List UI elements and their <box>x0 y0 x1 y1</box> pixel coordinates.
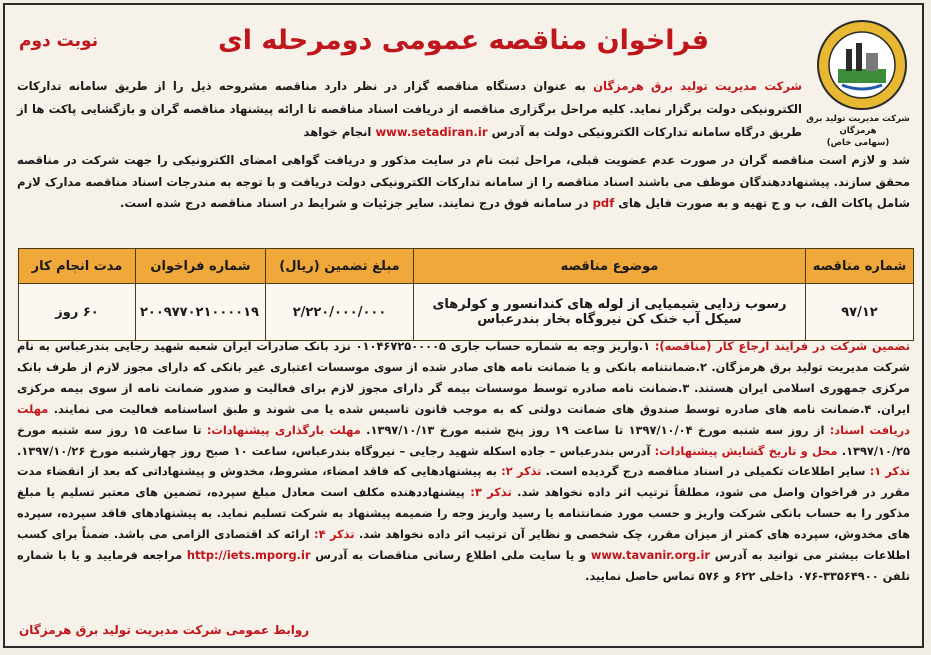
note3-label: تذکر ۳: <box>470 485 512 500</box>
table-header-row <box>19 249 914 284</box>
col-header-guarantee: مبلغ تضمین (ریال) <box>266 249 414 284</box>
intro-text-4: در سامانه فوق درج نمایند. سایر جزئیات و شرایط در اسناد مناقصه درج شده است. <box>120 196 593 210</box>
company-caption <box>798 113 918 149</box>
round-badge: نوبت دوم <box>19 31 99 51</box>
cell-guarantee: ۲/۲۲۰/۰۰۰/۰۰۰ <box>266 284 414 341</box>
note4-text: ارائه کد اقتصادی الزامی می باشد. ضمناً برای کسب اطلاعات بیشتر می توانید به آدرس <box>17 527 910 563</box>
intro-text-1: به عنوان دستگاه مناقصه گزار در نظر دارد مناقصه مشروحه ذیل را از طریق سامانه تدارکات الکترونیکی دولت برگزار نماید. کلیه مراحل برگزاری مناقصه از دریافت اسناد مناقصه تا ارائه پیشنهاد مناقصه گران و بازگشایی پاکت ها از طریق درگاه سامانه تدارکات الکترونیکی دولت به آدرس <box>17 79 802 139</box>
pdf-label: pdf <box>592 196 615 210</box>
note4-label: تذکر ۴: <box>314 527 355 542</box>
note3-text: پیشنهاددهنده مکلف است معادل مبلغ سپرده، تضمین های معتبر تسلیم یا مبلغ مذکور را به حساب بانکی شرکت واریز و حسب مورد ضمانتنامه یا رسید واریز وجه را ضمیمه پیشنهاد به شرکت تسلیم نماید. به پیشنهادهای فاقد سپرده، سپرده های مخدوش، سپرده های کمتر از میزان مقرر، چک شخصی و نظایر آن ترتیب اثر داده نخواهد شد. <box>17 485 910 542</box>
submit-deadline-label: مهلت بارگذاری پیشنهادات: <box>206 422 361 437</box>
opening-label: محل و تاریخ گشایش پیشنهادات: <box>654 443 838 458</box>
end-text: مراجعه فرمایید و یا با شماره تلفن ۳۳۵۶۴۹۰۰-۰۷۶ داخلی ۶۲۲ و ۵۷۶ تماس حاصل نمایید. <box>17 548 910 583</box>
intro-text-3: شد و لازم است مناقصه گران در صورت عدم عضویت قبلی، مراحل ثبت نام در سایت مذکور و دریافت گواهی امضای الکترونیکی را جهت شرکت در مناقصه محقق سازند. پیشنهاددهندگان موظف می باشند اسناد مناقصه را از سامانه تدارکات الکترونیکی دولت دریافت و با توجه به مندرجات اسناد مناقصه مدارک لازم شامل پاکات الف، ب و ج تهیه و به صورت فایل های <box>17 153 910 210</box>
company-type-caption: (سهامی خاص) <box>826 138 890 148</box>
guarantee-text: ۱.واریز وجه به شماره حساب جاری ۰۱۰۴۶۷۲۵۰۰۰۰۵ نزد بانک صادرات ایران شعبه شهید رجایی بندرعباس به نام شرکت مدیریت تولید برق هرمزگان. ۲.ضمانتنامه بانکی و یا ضمانت نامه های صادر شده از سوی موسسات اعتباری غیر بانکی که دارای مجوز لازم از طرف بانک مرکزی جمهوری اسلامی ایران هستند. ۳.ضمانت نامه صادره توسط موسسات بیمه گر دارای مجوز لازم برای فعالیت و صدور ضمانت نامه از سوی بیمه مرکزی ایران. ۴.ضمانت نامه های صادره توسط صندوق های ضمانت دولتی که به موجب قانون تاسیس شده یا می شوند و طبق اساسنامه فعالیت می نمایند. <box>17 339 911 416</box>
cell-number: ۹۷/۱۲ <box>806 284 914 341</box>
receive-deadline-text: از روز سه شنبه مورخ ۱۳۹۷/۱۰/۰۴ تا ساعت ۱۹ روز پنج شنبه مورخ ۱۳۹۷/۱۰/۱۳. <box>360 422 830 437</box>
conditions-paragraph <box>17 336 910 587</box>
col-header-number: شماره مناقصه <box>806 249 914 284</box>
tender-table <box>18 248 914 341</box>
note1-label: تذکر ۱: <box>869 464 910 479</box>
page-title: فراخوان مناقصه عمومی دومرحله ای <box>217 25 710 56</box>
company-name: شرکت مدیریت تولید برق هرمزگان <box>593 79 802 93</box>
intro-text-2: انجام خواهد <box>303 125 376 139</box>
col-header-call-number: شماره فراخوان <box>136 249 266 284</box>
cell-subject: رسوب زدایی شیمیایی از لوله های کندانسور و کولرهای سیکل آب خنک کن نیروگاه بخار بندرعباس <box>414 284 806 341</box>
note1-text: سایر اطلاعات تکمیلی در اسناد مناقصه درج گردیده است. <box>541 464 870 479</box>
cell-duration: ۶۰ روز <box>19 284 136 341</box>
iets-link[interactable]: http://iets.mporg.ir <box>186 548 311 563</box>
setad-link[interactable]: www.setadiran.ir <box>375 125 488 139</box>
table-row <box>19 284 914 341</box>
col-header-duration: مدت انجام کار <box>19 249 136 284</box>
intro-paragraph <box>17 75 802 144</box>
tender-notice <box>3 3 924 648</box>
col-header-subject: موضوع مناقصه <box>414 249 806 284</box>
receive-deadline-label: مهلت دریافت اسناد: <box>17 401 910 437</box>
submit-deadline-text: تا ساعت ۱۵ روز سه شنبه مورخ ۱۳۹۷/۱۰/۲۵. <box>17 422 911 458</box>
cell-call-number: ۲۰۰۹۷۷۰۲۱۰۰۰۰۱۹ <box>136 284 266 341</box>
mid-text: و یا سایت ملی اطلاع رسانی مناقصات به آدرس <box>310 548 591 563</box>
opening-text: آدرس بندرعباس – جاده اسکله شهید رجایی – نیروگاه بندرعباس، ساعت ۱۰ صبح روز چهارشنبه مورخ ۱۳۹۷/۱۰/۲۶. <box>17 443 655 458</box>
company-name-caption: شرکت مدیریت تولید برق هرمزگان <box>806 114 910 136</box>
intro-paragraph-continued <box>17 150 910 215</box>
note2-label: تذکر ۲: <box>501 464 542 479</box>
guarantee-label: تضمین شرکت در فرایند ارجاع کار (مناقصه): <box>654 339 910 353</box>
tavanir-link[interactable]: www.tavanir.org.ir <box>590 548 711 563</box>
public-relations-signature: روابط عمومی شرکت مدیریت تولید برق هرمزگان <box>19 623 310 637</box>
note2-text: به پیشنهادهایی که فاقد امضاء، مشروط، مخدوش و پیشنهاداتی که بعد از انقضاء مدت مقرر در فراخوان واصل می شود، مطلقاً ترتیب اثر داده نخواهد شد. <box>17 464 910 500</box>
